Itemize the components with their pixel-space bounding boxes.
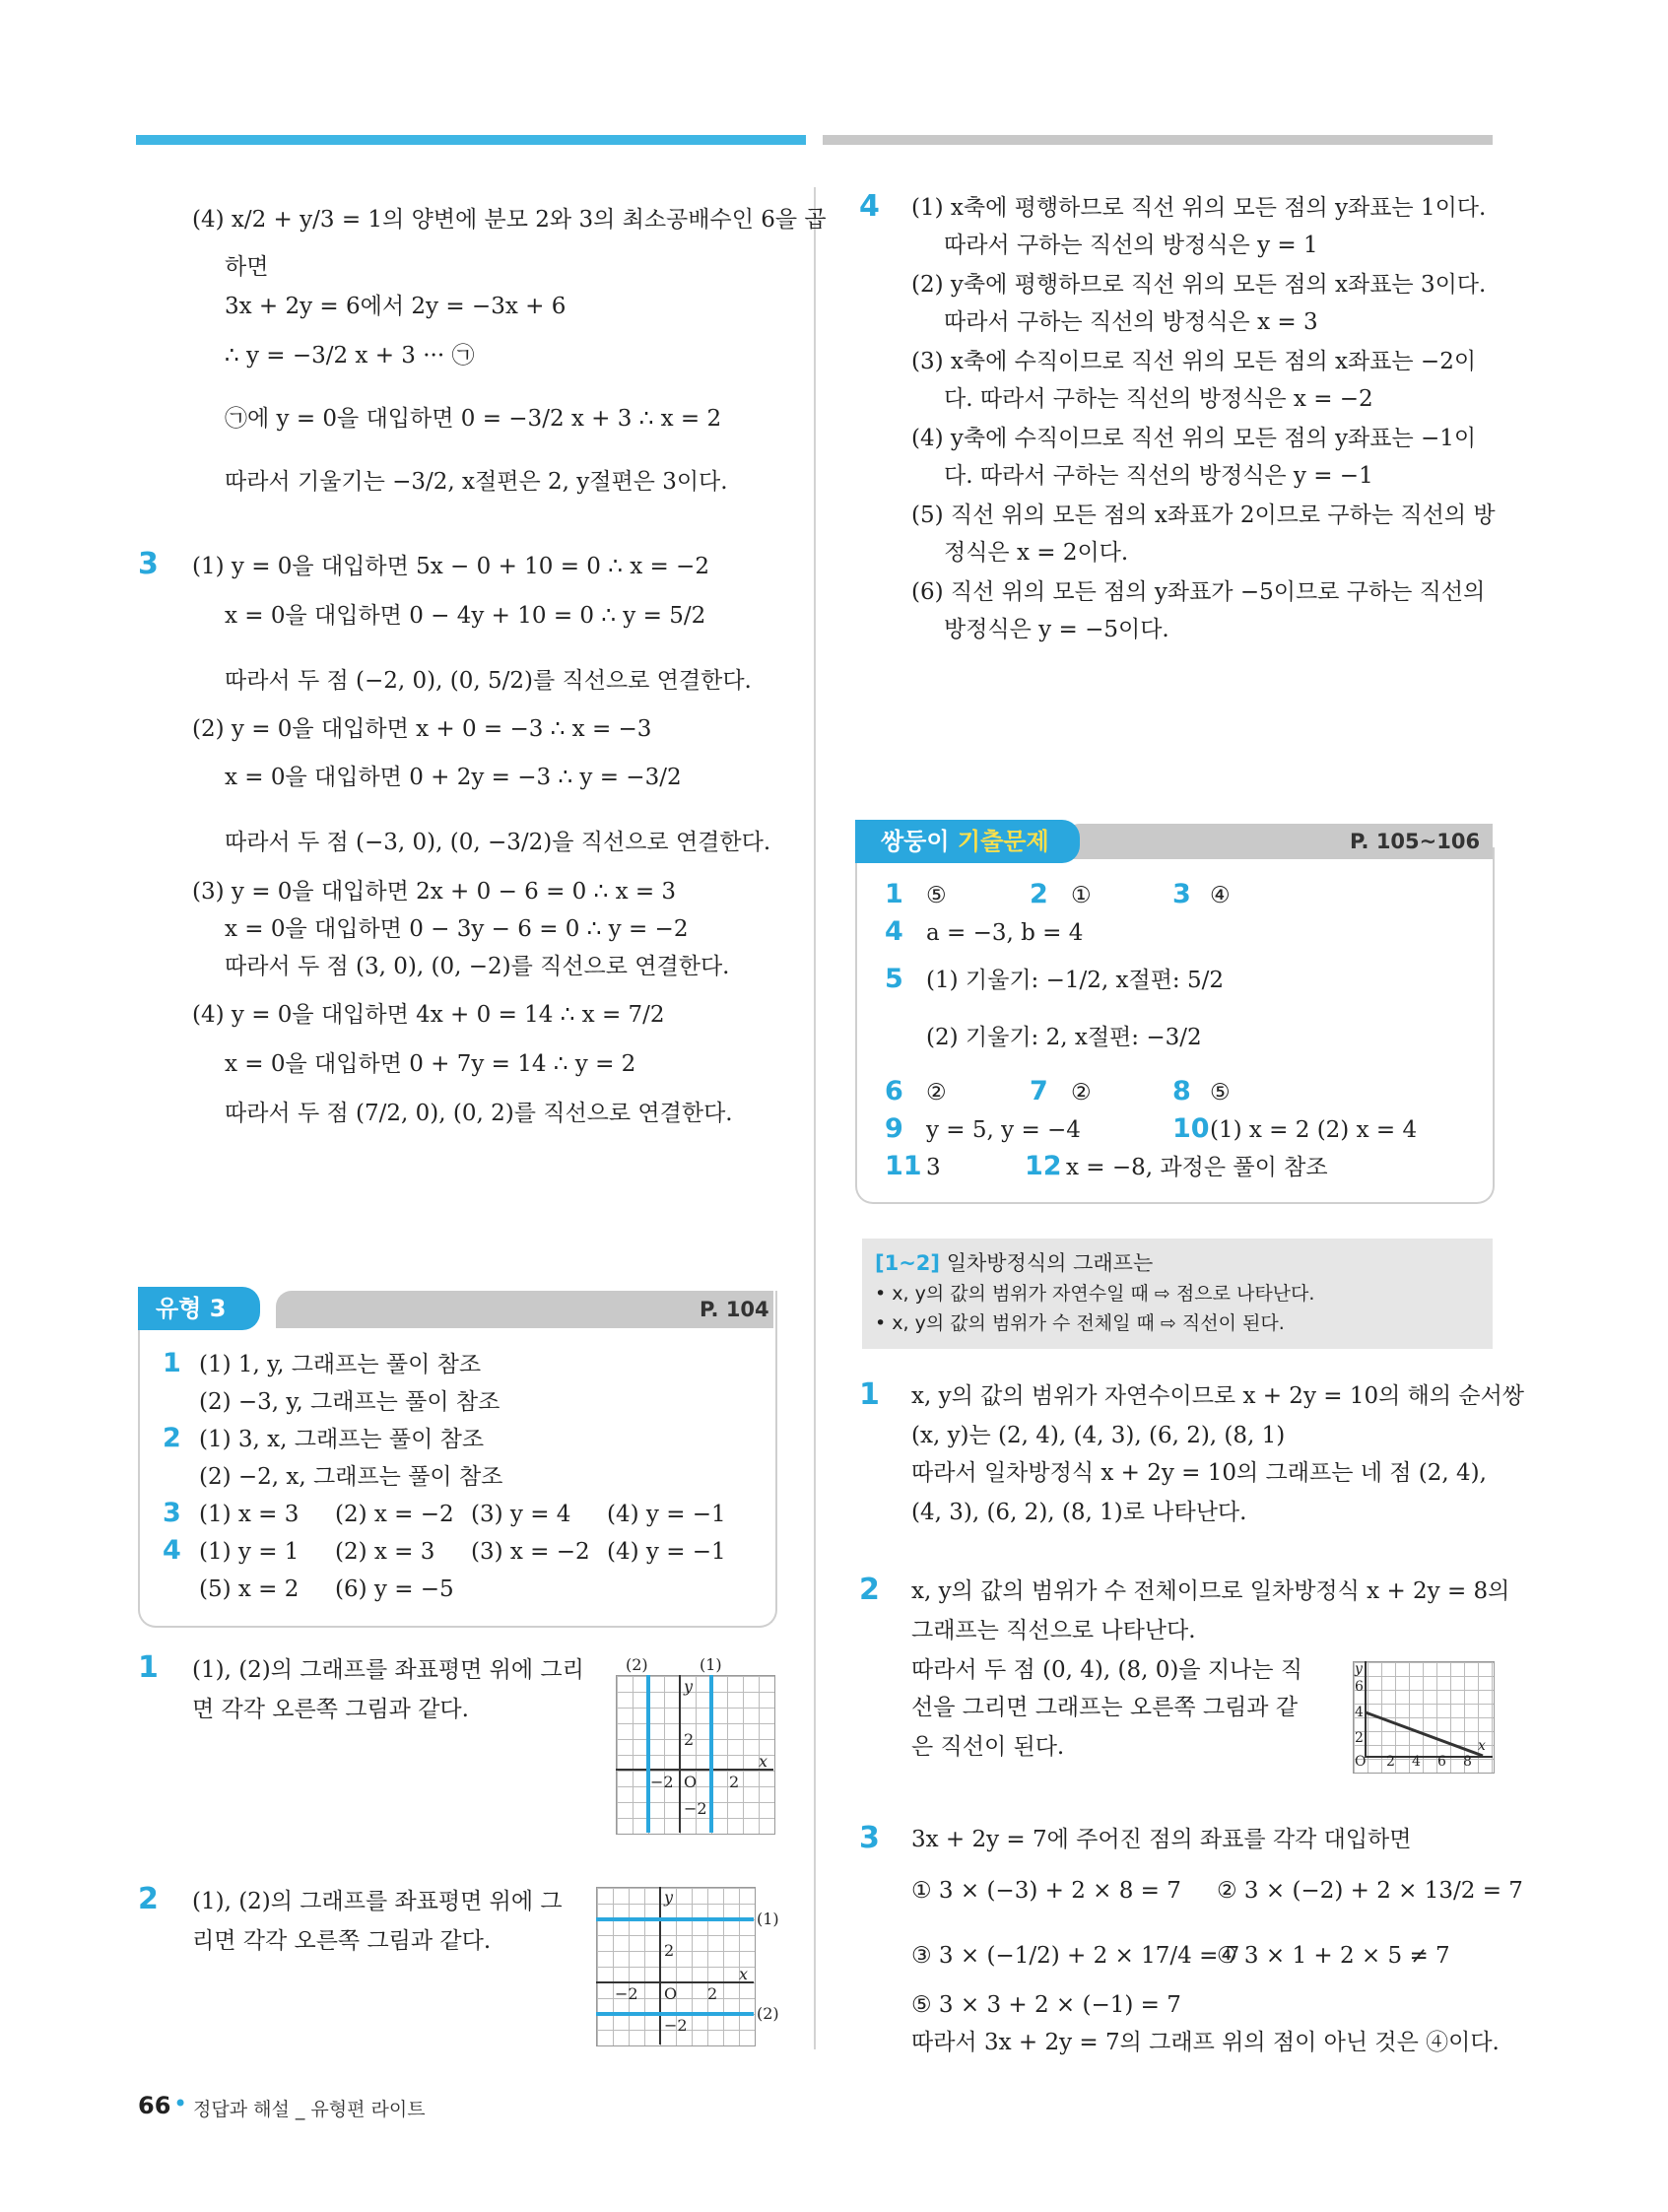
type-q3-a3: (3) y = 4: [471, 1502, 571, 1527]
graph-1-tick-y2: 2: [684, 1730, 695, 1749]
q4-number: 4: [859, 189, 880, 224]
q4-line1: (1) x축에 평행하므로 직선 위의 모든 점의 y좌표는 1이다.: [911, 195, 1487, 221]
note-title: [875, 1247, 1153, 1277]
note-line1: • x, y의 값의 범위가 자연수일 때 ⇨ 점으로 나타난다.: [875, 1283, 1315, 1305]
graph-3-tick-y2: 2: [1355, 1730, 1364, 1746]
ans-12-num: 12: [1025, 1151, 1062, 1181]
footer-page-number: 66: [138, 2092, 171, 2119]
ans-3: ④: [1210, 883, 1231, 908]
type-row3: (1) 3, x, 그래프는 풀이 참조: [199, 1427, 485, 1452]
footer-title: 정답과 해설 _ 유형편 라이트: [193, 2099, 426, 2120]
q3-1a: (1) y = 0을 대입하면 5x − 0 + 10 = 0 ∴ x = −2: [192, 554, 709, 579]
s2-number: 2: [138, 1882, 159, 1916]
twin-tag: [855, 820, 1080, 863]
r3-line1: 3x + 2y = 7에 주어진 점의 좌표를 각각 대입하면: [911, 1827, 1412, 1852]
graph-2-tick-x2: 2: [707, 1984, 718, 2003]
graph-2-tick-ym2: −2: [664, 2016, 688, 2035]
r2-line4: 선을 그리면 그래프는 오른쪽 그림과 같: [911, 1695, 1299, 1720]
r2-line1: x, y의 값의 범위가 수 전체이므로 일차방정식 x + 2y = 8의: [911, 1578, 1510, 1604]
graph-2-tick-y2: 2: [664, 1941, 675, 1960]
ans-4: a = −3, b = 4: [926, 920, 1084, 946]
q3-4a: (4) y = 0을 대입하면 4x + 0 = 14 ∴ x = 7/2: [192, 1002, 665, 1028]
graph-2-y-axis: [659, 1887, 661, 2044]
graph-3-tick-x6: 6: [1437, 1754, 1446, 1770]
r3-line2b: ② 3 × (−2) + 2 × 13/2 = 7: [1217, 1878, 1523, 1904]
header-bar-left: [136, 135, 806, 145]
ans-2: ①: [1071, 883, 1092, 908]
q4-line5: (3) x축에 수직이므로 직선 위의 모든 점의 x좌표는 −2이: [911, 349, 1477, 374]
graph-2-label-1: (1): [757, 1910, 779, 1928]
type-q4-a5: (5) x = 2: [199, 1576, 300, 1602]
ans-11: 3: [926, 1155, 941, 1180]
note-title-tag: [1~2]: [875, 1251, 941, 1275]
ans-3-num: 3: [1172, 879, 1191, 909]
q3-1c: 따라서 두 점 (−2, 0), (0, 5/2)를 직선으로 연결한다.: [225, 668, 752, 694]
q3-2a: (2) y = 0을 대입하면 x + 0 = −3 ∴ x = −3: [192, 716, 652, 742]
graph-1-tick-xm2: −2: [650, 1773, 674, 1791]
p4-line1: (4) x/2 + y/3 = 1의 양변에 분모 2와 3의 최소공배수인 6을 곱: [192, 207, 827, 233]
graph-3-tick-x4: 4: [1412, 1754, 1421, 1770]
graph-2-tick-xm2: −2: [615, 1984, 638, 2003]
s1-number: 1: [138, 1650, 159, 1685]
r3-line2a: ① 3 × (−3) + 2 × 8 = 7: [911, 1878, 1181, 1904]
graph-1-tick-ym2: −2: [684, 1799, 707, 1818]
s1-line1: (1), (2)의 그래프를 좌표평면 위에 그리: [192, 1657, 584, 1683]
r2-line5: 은 직선이 된다.: [911, 1734, 1065, 1760]
graph-3-tick-y4: 4: [1355, 1705, 1364, 1720]
q4-line11: (6) 직선 위의 모든 점의 y좌표가 −5이므로 구하는 직선의: [911, 579, 1486, 605]
r1-number: 1: [859, 1377, 880, 1412]
graph-1-line-1: [709, 1675, 713, 1833]
q4-line8: 다. 따라서 구하는 직선의 방정식은 y = −1: [944, 463, 1373, 489]
r3-line4: ⑤ 3 × 3 + 2 × (−1) = 7: [911, 1992, 1181, 2018]
graph-1-x-label: x: [759, 1752, 768, 1771]
ans-7: ②: [1071, 1080, 1092, 1106]
q3-3c: 따라서 두 점 (3, 0), (0, −2)를 직선으로 연결한다.: [225, 954, 730, 979]
graph-3-tick-x8: 8: [1463, 1754, 1472, 1770]
q4-line9: (5) 직선 위의 모든 점의 x좌표가 2이므로 구하는 직선의 방: [911, 503, 1496, 528]
q4-line12: 방정식은 y = −5이다.: [944, 617, 1169, 642]
footer-dot: •: [173, 2090, 188, 2117]
graph-3-x-label: x: [1478, 1738, 1486, 1754]
r3-number: 3: [859, 1821, 880, 1855]
type-q4-a4: (4) y = −1: [607, 1539, 726, 1565]
q3-2b: x = 0을 대입하면 0 + 2y = −3 ∴ y = −3/2: [225, 765, 682, 790]
graph-1-y-axis: [679, 1675, 681, 1833]
q3-4c: 따라서 두 점 (7/2, 0), (0, 2)를 직선으로 연결한다.: [225, 1101, 733, 1126]
p4-line5: ㉠에 y = 0을 대입하면 0 = −3/2 x + 3 ∴ x = 2: [225, 406, 722, 432]
q4-line10: 정식은 x = 2이다.: [944, 540, 1129, 566]
graph-2-x-axis: [596, 1981, 754, 1983]
p4-line2: 하면: [225, 254, 269, 280]
p4-line6: 따라서 기울기는 −3/2, x절편은 2, y절편은 3이다.: [225, 469, 728, 495]
q4-line4: 따라서 구하는 직선의 방정식은 x = 3: [944, 309, 1318, 335]
type-q4-a6: (6) y = −5: [335, 1576, 454, 1602]
graph-1-label-2: (2): [626, 1655, 648, 1674]
p4-line3: 3x + 2y = 6에서 2y = −3x + 6: [225, 294, 567, 319]
ans-5b: (2) 기울기: 2, x절편: −3/2: [926, 1025, 1202, 1050]
q4-line6: 다. 따라서 구하는 직선의 방정식은 x = −2: [944, 386, 1373, 412]
graph-2-origin: O: [664, 1984, 678, 2003]
type-row3-num: 2: [163, 1423, 181, 1453]
twin-tag-b: 기출문제: [957, 828, 1049, 855]
ans-8-num: 8: [1172, 1076, 1191, 1106]
type-q3-a2: (2) x = −2: [335, 1502, 454, 1527]
graph-2-line-1: [596, 1917, 754, 1921]
graph-1-origin: O: [684, 1773, 698, 1791]
graph-1-x-axis: [616, 1769, 773, 1771]
type-q4-a3: (3) x = −2: [471, 1539, 590, 1565]
graph-2-x-label: x: [739, 1965, 749, 1983]
ans-5a: (1) 기울기: −1/2, x절편: 5/2: [926, 968, 1224, 993]
ans-11-num: 11: [885, 1151, 922, 1181]
s2-line1: (1), (2)의 그래프를 좌표평면 위에 그: [192, 1889, 563, 1914]
graph-1-tick-x2: 2: [729, 1773, 740, 1791]
r1-line2: (x, y)는 (2, 4), (4, 3), (6, 2), (8, 1): [911, 1423, 1286, 1448]
type-q3-a1: (1) x = 3: [199, 1502, 300, 1527]
ans-9: y = 5, y = −4: [926, 1117, 1081, 1143]
ans-9-num: 9: [885, 1113, 903, 1144]
graph-1-line-2: [646, 1675, 650, 1833]
type-q4-a2: (2) x = 3: [335, 1539, 435, 1565]
ans-12: x = −8, 과정은 풀이 참조: [1066, 1155, 1328, 1180]
twin-tag-a: 쌍둥이: [881, 828, 958, 855]
type-row1: (1) 1, y, 그래프는 풀이 참조: [199, 1352, 482, 1377]
column-divider: [814, 187, 816, 2049]
type-row1-num: 1: [163, 1348, 181, 1378]
twin-page: P. 105~106: [1350, 830, 1481, 853]
ans-10-num: 10: [1172, 1113, 1210, 1144]
graph-1-y-label: y: [684, 1677, 694, 1696]
graph-3-tick-x2: 2: [1386, 1754, 1395, 1770]
type-page: P. 104: [700, 1298, 769, 1321]
q3-3a: (3) y = 0을 대입하면 2x + 0 − 6 = 0 ∴ x = 3: [192, 879, 677, 905]
graph-2-y-label: y: [664, 1888, 674, 1907]
ans-2-num: 2: [1030, 879, 1048, 909]
r2-line3: 따라서 두 점 (0, 4), (8, 0)을 지나는 직: [911, 1657, 1303, 1683]
note-title-text: 일차방정식의 그래프는: [940, 1251, 1154, 1275]
s2-line2: 리면 각각 오른쪽 그림과 같다.: [192, 1928, 492, 1954]
r3-line5: 따라서 3x + 2y = 7의 그래프 위의 점이 아닌 것은 ④이다.: [911, 2030, 1500, 2055]
ans-6: ②: [926, 1080, 947, 1106]
header-bar-right: [823, 135, 1493, 145]
type-q4-a1: (1) y = 1: [199, 1539, 300, 1565]
q4-line7: (4) y축에 수직이므로 직선 위의 모든 점의 y좌표는 −1이: [911, 426, 1477, 451]
graph-2-label-2: (2): [757, 2004, 779, 2023]
q3-4b: x = 0을 대입하면 0 + 7y = 14 ∴ y = 2: [225, 1051, 636, 1077]
r1-line1: x, y의 값의 범위가 자연수이므로 x + 2y = 10의 해의 순서쌍: [911, 1383, 1525, 1409]
type-q3-a4: (4) y = −1: [607, 1502, 726, 1527]
q3-2c: 따라서 두 점 (−3, 0), (0, −3/2)을 직선으로 연결한다.: [225, 830, 771, 855]
p4-line4: ∴ y = −3/2 x + 3 ··· ㉠: [225, 343, 475, 369]
ans-5-num: 5: [885, 964, 903, 994]
s1-line2: 면 각각 오른쪽 그림과 같다.: [192, 1697, 469, 1722]
q3-1b: x = 0을 대입하면 0 − 4y + 10 = 0 ∴ y = 5/2: [225, 603, 706, 629]
graph-3-y-label: y: [1355, 1661, 1363, 1677]
q4-line3: (2) y축에 평행하므로 직선 위의 모든 점의 x좌표는 3이다.: [911, 272, 1487, 298]
q4-line2: 따라서 구하는 직선의 방정식은 y = 1: [944, 233, 1318, 258]
graph-1-label-1: (1): [700, 1655, 722, 1674]
r1-line4: (4, 3), (6, 2), (8, 1)로 나타난다.: [911, 1500, 1247, 1525]
ans-1-num: 1: [885, 879, 903, 909]
r2-line2: 그래프는 직선으로 나타난다.: [911, 1618, 1196, 1643]
ans-6-num: 6: [885, 1076, 903, 1106]
note-line2: • x, y의 값의 범위가 수 전체일 때 ⇨ 직선이 된다.: [875, 1312, 1285, 1334]
ans-7-num: 7: [1030, 1076, 1048, 1106]
type-q3-num: 3: [163, 1498, 181, 1528]
type-row4: (2) −2, x, 그래프는 풀이 참조: [199, 1464, 503, 1490]
q3-3b: x = 0을 대입하면 0 − 3y − 6 = 0 ∴ y = −2: [225, 916, 689, 942]
graph-3-origin: O: [1355, 1754, 1367, 1770]
q3-number: 3: [138, 547, 159, 581]
r1-line3: 따라서 일차방정식 x + 2y = 10의 그래프는 네 점 (2, 4),: [911, 1460, 1487, 1486]
r3-line3a: ③ 3 × (−1/2) + 2 × 17/4 = 7: [911, 1943, 1240, 1969]
ans-8: ⑤: [1210, 1080, 1231, 1106]
r3-line3b: ④ 3 × 1 + 2 × 5 ≠ 7: [1217, 1943, 1450, 1969]
type-tag: 유형 3: [138, 1287, 260, 1330]
ans-4-num: 4: [885, 916, 903, 947]
type-q4-num: 4: [163, 1535, 181, 1566]
graph-3-tick-y6: 6: [1355, 1679, 1364, 1695]
ans-1: ⑤: [926, 883, 947, 908]
type-row2: (2) −3, y, 그래프는 풀이 참조: [199, 1389, 500, 1415]
ans-10: (1) x = 2 (2) x = 4: [1210, 1117, 1418, 1143]
r2-number: 2: [859, 1573, 880, 1607]
